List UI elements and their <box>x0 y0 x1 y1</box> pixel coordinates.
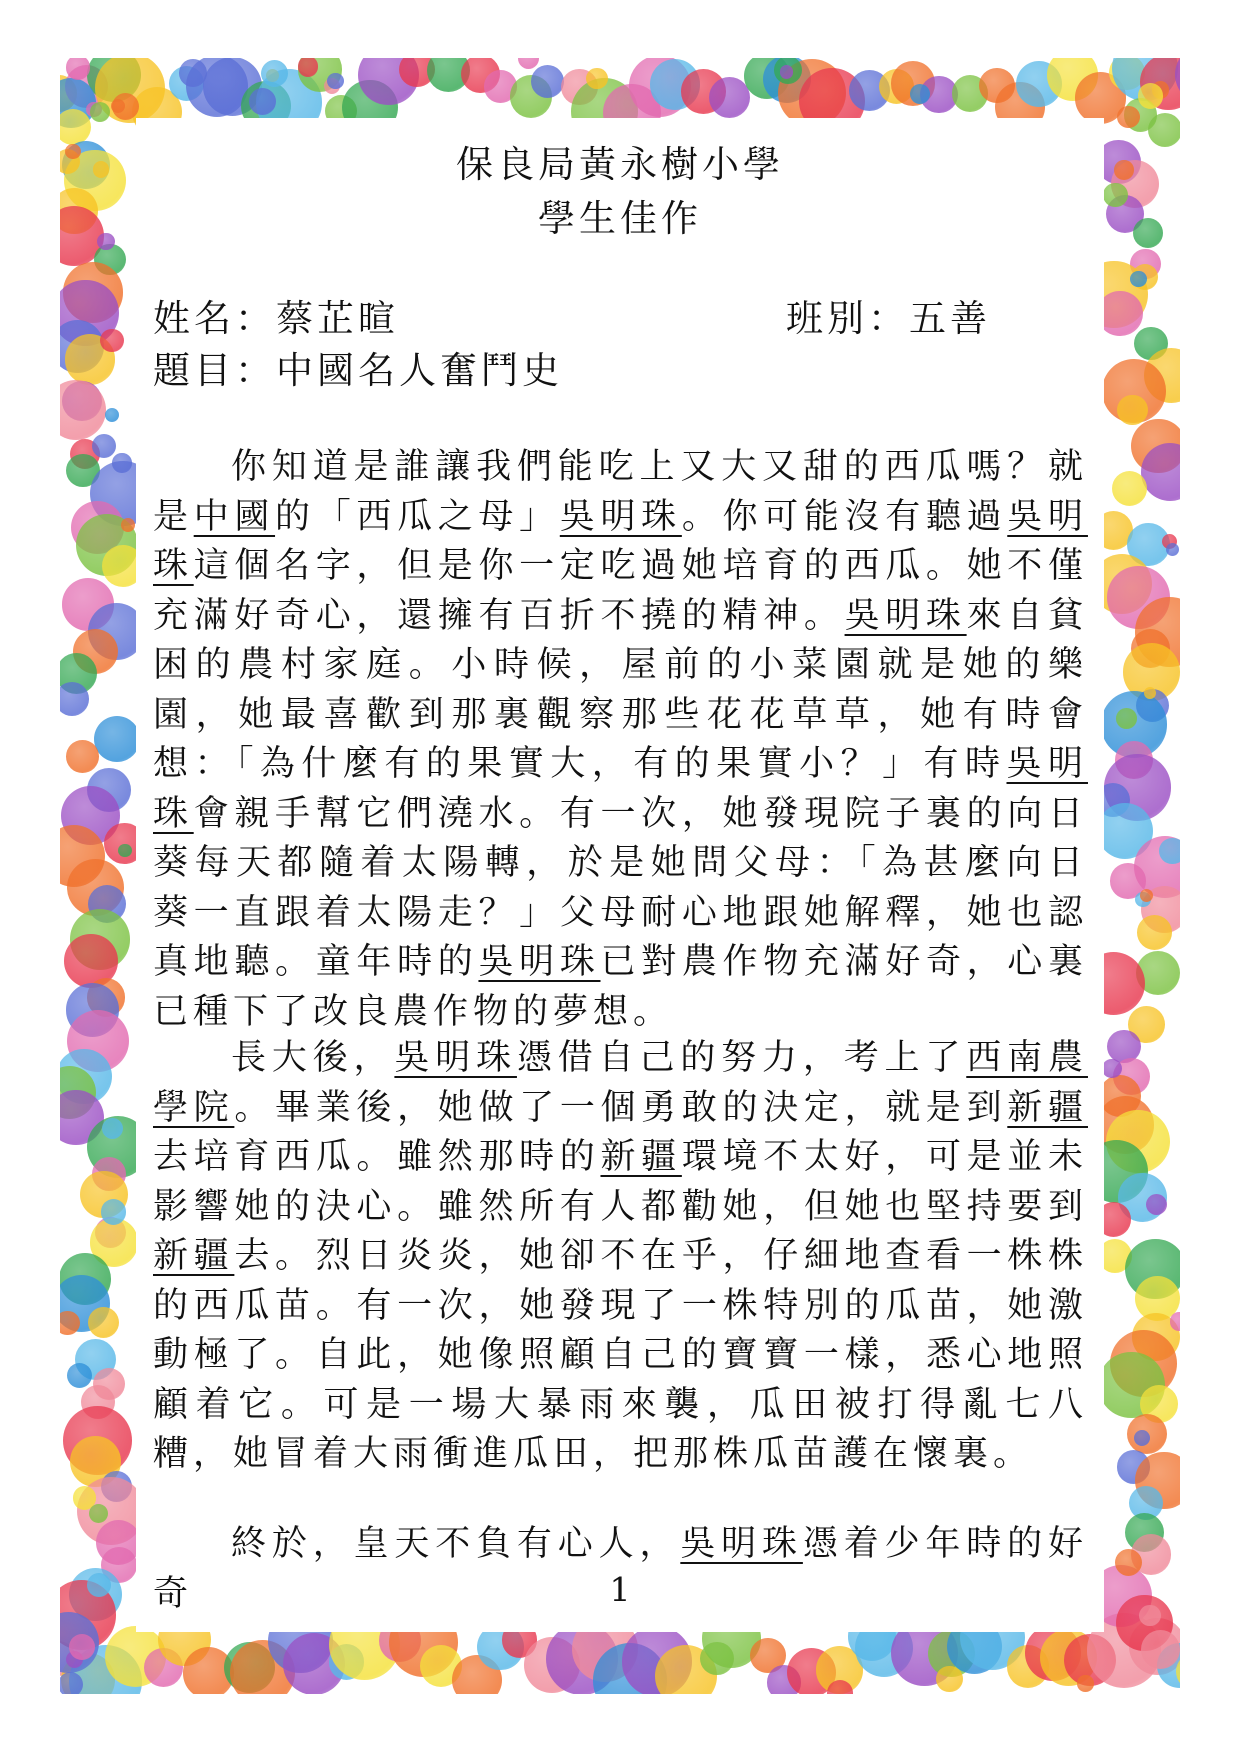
topic-value: 中國名人奮鬥史 <box>276 349 563 392</box>
class-label: 班別： <box>786 297 909 340</box>
text-run: 去培育西瓜。雖然那時的 <box>153 1137 601 1177</box>
confetti-dot <box>1144 687 1156 699</box>
proper-noun: 新疆 <box>600 1137 682 1177</box>
text-run: 你知道是誰讓我們能吃上又大又甜的西瓜嗎？就是 <box>153 447 1088 537</box>
text-run: 終於，皇天不負有心人， <box>231 1524 681 1564</box>
confetti-dot <box>92 434 116 458</box>
confetti-dot <box>1114 160 1133 179</box>
confetti-dot <box>1116 708 1137 729</box>
topic-label: 題目： <box>153 349 276 392</box>
text-run: 憑着少年時的好奇 <box>153 1524 1088 1614</box>
document-title: 學生佳作 <box>538 197 702 240</box>
confetti-dot <box>1112 471 1147 506</box>
confetti-dot <box>1137 915 1172 950</box>
confetti-dot <box>101 1199 126 1224</box>
proper-noun: 吳明珠 <box>680 1524 803 1564</box>
confetti-dot <box>90 102 110 122</box>
confetti-dot <box>100 329 123 352</box>
text-run: 來自貧困的農村家庭。小時候，屋前的小菜園就是她的樂園，她最喜歡到那裏觀察那些花花草草，她有時會想：「為什麼有的果實大，有的果實小？」有時 <box>153 595 1088 784</box>
confetti-dot <box>1133 218 1163 248</box>
confetti-dot <box>1148 113 1180 147</box>
confetti-dot <box>531 65 564 98</box>
essay-paragraph <box>153 443 1088 1037</box>
text-run: 。你可能沒有聽過 <box>681 496 1008 537</box>
confetti-dot <box>1102 1059 1122 1079</box>
essay-paragraph <box>153 1034 1088 1480</box>
confetti-dot <box>1146 1194 1167 1215</box>
confetti-dot <box>1115 1549 1142 1576</box>
proper-noun: 吳明珠 <box>559 496 682 537</box>
proper-noun: 吳明珠 <box>844 595 967 636</box>
confetti-dot <box>89 1504 108 1523</box>
student-name-line <box>153 288 399 342</box>
confetti-dot <box>586 68 607 89</box>
confetti-dot <box>88 1307 119 1338</box>
page-number: 1 <box>609 1570 631 1609</box>
confetti-dot <box>327 73 344 90</box>
proper-noun: 西南農學院 <box>153 1038 1088 1128</box>
confetti-dot <box>93 161 109 177</box>
text-run: 這個名字，但是你一定吃過她培育的西瓜。她不僅充滿好奇心，還擁有百折不撓的精神。 <box>153 546 1088 636</box>
confetti-dot <box>118 844 132 858</box>
confetti-dot <box>60 1672 83 1694</box>
confetti-dot <box>60 682 89 716</box>
confetti-dot <box>102 1118 123 1139</box>
text-run: 的「西瓜之母」 <box>275 496 560 537</box>
class-line <box>786 288 991 342</box>
proper-noun: 吳明珠 <box>394 1038 517 1078</box>
confetti-dot <box>709 77 750 118</box>
confetti-dot <box>66 58 90 80</box>
school-name: 保良局黃永樹小學 <box>456 143 784 186</box>
proper-noun: 吳明珠 <box>478 942 601 982</box>
confetti-dot <box>1159 838 1180 864</box>
proper-noun: 新疆 <box>1007 1087 1088 1128</box>
text-run: 環境不太好，可是並未影響她的決心。雖然所有人都勸她，但她也堅持要到 <box>153 1137 1088 1227</box>
confetti-dot <box>1138 83 1163 108</box>
confetti-dot <box>1170 1312 1180 1331</box>
confetti-dot <box>1166 543 1179 556</box>
confetti-dot <box>67 1363 92 1388</box>
proper-noun: 吳明珠 <box>153 496 1088 586</box>
proper-noun: 新疆 <box>153 1236 235 1276</box>
document-page <box>136 118 1104 1632</box>
proper-noun: 中國 <box>193 496 276 537</box>
confetti-dot <box>105 408 119 422</box>
text-run: 已對農作物充滿好奇，心裏已種下了改良農作物的夢想。 <box>153 942 1088 1032</box>
confetti-dot <box>179 59 207 87</box>
confetti-dot <box>60 109 91 145</box>
confetti-dot <box>66 740 99 773</box>
confetti-dot <box>518 58 539 69</box>
confetti-dot <box>65 144 80 159</box>
text-run: 。畢業後，她做了一個勇敢的決定，就是到 <box>234 1087 1008 1128</box>
confetti-dot <box>94 716 140 762</box>
confetti-dot <box>112 453 131 472</box>
confetti-dot <box>121 518 135 532</box>
confetti-dot <box>1103 183 1128 208</box>
text-run: 憑借自己的努力，考上了 <box>516 1038 967 1078</box>
confetti-dot <box>1139 1605 1160 1626</box>
name-label: 姓名： <box>153 297 276 340</box>
confetti-dot <box>87 1573 111 1597</box>
confetti-dot <box>1097 291 1142 336</box>
confetti-dot <box>936 1666 963 1693</box>
confetti-dot <box>1130 271 1146 287</box>
confetti-dot <box>1141 1630 1180 1669</box>
text-run: 長大後， <box>231 1038 395 1078</box>
proper-noun: 吳明珠 <box>153 744 1088 834</box>
student-name: 蔡芷暄 <box>276 297 399 340</box>
confetti-dot <box>1117 106 1139 128</box>
class-value: 五善 <box>909 297 991 340</box>
confetti-dot <box>261 60 288 87</box>
topic-line <box>153 340 563 394</box>
text-run: 會親手幫它們澆水。有一次，她發現院子裏的向日葵每天都隨着太陽轉，於是她問父母：「為甚麼向日葵一直跟着太陽走？」父母耐心地跟她解釋，她也認真地聽。童年時的 <box>153 793 1088 982</box>
confetti-dot <box>1077 1675 1093 1691</box>
confetti-dot <box>249 88 276 115</box>
confetti-dot <box>97 233 115 251</box>
text-run: 去。烈日炎炎，她卻不在乎，仔細地查看一株株的西瓜苗。有一次，她發現了一株特別的瓜苗，她激動極了。自此，她像照顧自己的寶寶一樣，悉心地照顧着它。可是一場大暴雨來襲，瓜田被打得亂七八糟，她冒着大雨衝進瓜田，把那株瓜苗護在懷裏。 <box>153 1236 1088 1474</box>
